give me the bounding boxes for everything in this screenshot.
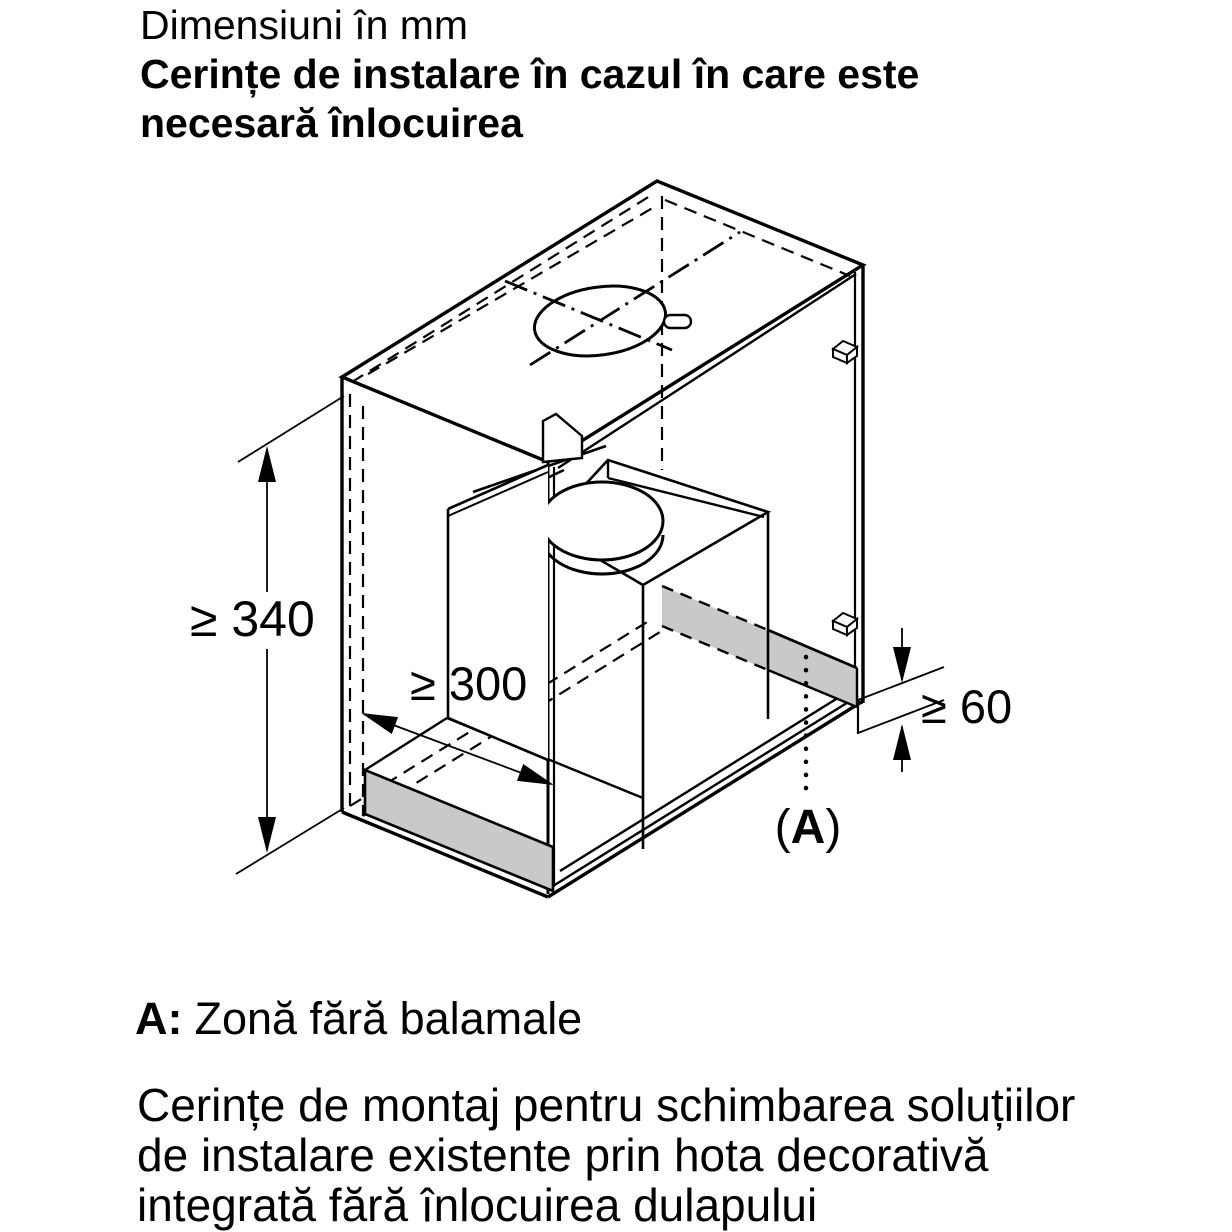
legend-text: Zonă fără balamale <box>194 993 583 1044</box>
duct-tab <box>543 414 582 462</box>
hinge-top <box>833 341 857 363</box>
front-shaded-strip <box>365 770 553 891</box>
dimension-label-height: ≥ 340 <box>190 591 315 647</box>
zone-close-paren: ) <box>825 801 842 854</box>
page-title-line-1: Cerințe de instalare în cazul în care este <box>140 51 920 97</box>
hood-duct-collar <box>541 482 663 560</box>
hole-tab <box>664 315 691 328</box>
footer-line-1: Cerințe de montaj pentru schimbarea soluțiilor <box>137 1079 1076 1131</box>
footer-line-2: de instalare existente prin hota decorativă <box>137 1129 989 1181</box>
dimension-label-clearance: ≥ 60 <box>921 680 1013 733</box>
units-note: Dimensiuni în mm <box>140 2 469 48</box>
footer-line-3: integrată fără înlocuirea dulapului <box>137 1179 818 1231</box>
hinge-free-zone-band <box>662 586 857 707</box>
dimension-label-depth: ≥ 300 <box>410 657 528 710</box>
zone-letter: A <box>790 801 826 854</box>
legend <box>135 993 582 1045</box>
page-title-line-2: necesară înlocuirea <box>140 100 523 146</box>
hinge-bottom <box>833 613 857 635</box>
footer-note <box>137 1080 1075 1230</box>
legend-prefix: A: <box>135 993 183 1044</box>
zone-open-paren: ( <box>774 801 791 854</box>
zone-label <box>760 800 856 855</box>
